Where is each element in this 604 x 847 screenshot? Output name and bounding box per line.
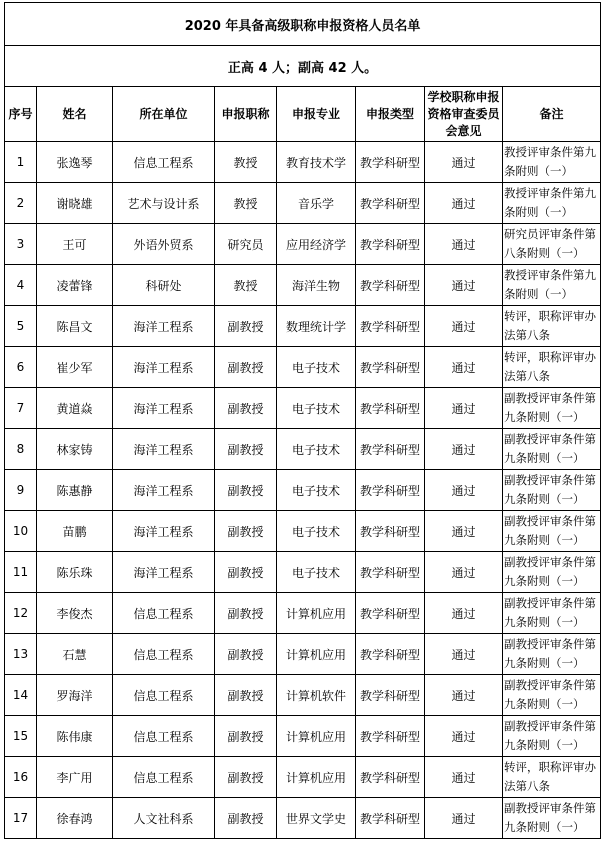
- cell-opinion: 通过: [425, 798, 503, 839]
- cell-type: 教学科研型: [356, 798, 425, 839]
- cell-no: 8: [5, 429, 37, 470]
- cell-name: 李俊杰: [37, 593, 113, 634]
- cell-title: 副教授: [215, 552, 277, 593]
- cell-no: 2: [5, 183, 37, 224]
- cell-no: 11: [5, 552, 37, 593]
- cell-opinion: 通过: [425, 716, 503, 757]
- cell-opinion: 通过: [425, 142, 503, 183]
- table-row: [5, 429, 601, 470]
- cell-opinion: 通过: [425, 552, 503, 593]
- cell-title: 教授: [215, 265, 277, 306]
- cell-opinion: 通过: [425, 593, 503, 634]
- quota-summary: 正高 4 人；副高 42 人。: [5, 46, 601, 87]
- cell-remark: 副教授评审条件第九条附则（一）: [503, 470, 601, 511]
- cell-major: 计算机应用: [277, 593, 356, 634]
- cell-type: 教学科研型: [356, 429, 425, 470]
- column-header-type: 申报类型: [356, 87, 425, 142]
- cell-name: 谢晓雄: [37, 183, 113, 224]
- cell-opinion: 通过: [425, 224, 503, 265]
- cell-major: 电子技术: [277, 470, 356, 511]
- cell-opinion: 通过: [425, 634, 503, 675]
- cell-no: 9: [5, 470, 37, 511]
- cell-name: 崔少军: [37, 347, 113, 388]
- cell-unit: 信息工程系: [113, 675, 215, 716]
- cell-opinion: 通过: [425, 388, 503, 429]
- cell-type: 教学科研型: [356, 675, 425, 716]
- cell-unit: 海洋工程系: [113, 306, 215, 347]
- cell-opinion: 通过: [425, 470, 503, 511]
- cell-remark: 转评，职称评审办法第八条: [503, 347, 601, 388]
- table-row: [5, 716, 601, 757]
- cell-unit: 人文社科系: [113, 798, 215, 839]
- table-header-row: [5, 87, 601, 142]
- cell-remark: 副教授评审条件第九条附则（一）: [503, 552, 601, 593]
- cell-type: 教学科研型: [356, 224, 425, 265]
- cell-opinion: 通过: [425, 675, 503, 716]
- cell-type: 教学科研型: [356, 511, 425, 552]
- cell-unit: 信息工程系: [113, 593, 215, 634]
- cell-major: 电子技术: [277, 388, 356, 429]
- cell-major: 电子技术: [277, 347, 356, 388]
- cell-remark: 副教授评审条件第九条附则（一）: [503, 593, 601, 634]
- cell-opinion: 通过: [425, 265, 503, 306]
- table-row: [5, 675, 601, 716]
- cell-name: 罗海洋: [37, 675, 113, 716]
- cell-name: 林家铸: [37, 429, 113, 470]
- cell-major: 电子技术: [277, 429, 356, 470]
- table-row: [5, 552, 601, 593]
- cell-unit: 信息工程系: [113, 634, 215, 675]
- cell-remark: 副教授评审条件第九条附则（一）: [503, 388, 601, 429]
- cell-no: 6: [5, 347, 37, 388]
- cell-unit: 海洋工程系: [113, 470, 215, 511]
- cell-title: 副教授: [215, 675, 277, 716]
- cell-type: 教学科研型: [356, 388, 425, 429]
- cell-title: 副教授: [215, 634, 277, 675]
- cell-no: 17: [5, 798, 37, 839]
- cell-major: 海洋生物: [277, 265, 356, 306]
- cell-no: 3: [5, 224, 37, 265]
- qualification-table: [4, 2, 601, 839]
- cell-major: 计算机应用: [277, 716, 356, 757]
- cell-title: 副教授: [215, 716, 277, 757]
- cell-remark: 副教授评审条件第九条附则（一）: [503, 429, 601, 470]
- cell-remark: 研究员评审条件第八条附则（一）: [503, 224, 601, 265]
- cell-no: 1: [5, 142, 37, 183]
- cell-no: 12: [5, 593, 37, 634]
- cell-unit: 海洋工程系: [113, 511, 215, 552]
- cell-name: 陈昌文: [37, 306, 113, 347]
- column-header-title: 申报职称: [215, 87, 277, 142]
- cell-opinion: 通过: [425, 511, 503, 552]
- table-row: [5, 265, 601, 306]
- table-row: [5, 347, 601, 388]
- cell-name: 黄道焱: [37, 388, 113, 429]
- column-header-opinion-label: 学校职称申报资格审查委员会意见: [427, 89, 500, 138]
- cell-name: 陈伟康: [37, 716, 113, 757]
- table-row: [5, 306, 601, 347]
- cell-remark: 副教授评审条件第九条附则（一）: [503, 634, 601, 675]
- cell-no: 13: [5, 634, 37, 675]
- cell-type: 教学科研型: [356, 183, 425, 224]
- table-row: [5, 634, 601, 675]
- cell-title: 副教授: [215, 593, 277, 634]
- cell-unit: 信息工程系: [113, 757, 215, 798]
- cell-name: 陈惠静: [37, 470, 113, 511]
- cell-name: 张逸琴: [37, 142, 113, 183]
- column-header-unit: 所在单位: [113, 87, 215, 142]
- cell-title: 副教授: [215, 388, 277, 429]
- cell-type: 教学科研型: [356, 265, 425, 306]
- document-title: 2020 年具备高级职称申报资格人员名单: [5, 3, 601, 46]
- table-row: [5, 224, 601, 265]
- cell-type: 教学科研型: [356, 634, 425, 675]
- column-header-major: 申报专业: [277, 87, 356, 142]
- cell-no: 15: [5, 716, 37, 757]
- table-row: [5, 388, 601, 429]
- cell-opinion: 通过: [425, 429, 503, 470]
- table-row: [5, 757, 601, 798]
- cell-major: 世界文学史: [277, 798, 356, 839]
- cell-opinion: 通过: [425, 757, 503, 798]
- cell-name: 石慧: [37, 634, 113, 675]
- cell-remark: 副教授评审条件第九条附则（一）: [503, 798, 601, 839]
- cell-major: 教育技术学: [277, 142, 356, 183]
- cell-major: 计算机应用: [277, 634, 356, 675]
- cell-title: 教授: [215, 183, 277, 224]
- cell-remark: 副教授评审条件第九条附则（一）: [503, 716, 601, 757]
- cell-remark: 教授评审条件第九条附则（一）: [503, 183, 601, 224]
- cell-unit: 信息工程系: [113, 716, 215, 757]
- cell-remark: 副教授评审条件第九条附则（一）: [503, 511, 601, 552]
- cell-no: 10: [5, 511, 37, 552]
- cell-major: 数理统计学: [277, 306, 356, 347]
- cell-opinion: 通过: [425, 183, 503, 224]
- cell-major: 计算机应用: [277, 757, 356, 798]
- cell-unit: 海洋工程系: [113, 552, 215, 593]
- table-row: [5, 142, 601, 183]
- cell-remark: 教授评审条件第九条附则（一）: [503, 265, 601, 306]
- column-header-name: 姓名: [37, 87, 113, 142]
- cell-major: 电子技术: [277, 552, 356, 593]
- cell-title: 教授: [215, 142, 277, 183]
- cell-opinion: 通过: [425, 347, 503, 388]
- column-header-remark: 备注: [503, 87, 601, 142]
- cell-major: 电子技术: [277, 511, 356, 552]
- table-row: [5, 593, 601, 634]
- cell-unit: 海洋工程系: [113, 347, 215, 388]
- cell-title: 副教授: [215, 347, 277, 388]
- cell-name: 凌蕾锋: [37, 265, 113, 306]
- table-row: [5, 798, 601, 839]
- cell-title: 研究员: [215, 224, 277, 265]
- cell-title: 副教授: [215, 306, 277, 347]
- cell-title: 副教授: [215, 757, 277, 798]
- cell-no: 7: [5, 388, 37, 429]
- cell-type: 教学科研型: [356, 306, 425, 347]
- table-row: [5, 183, 601, 224]
- cell-major: 应用经济学: [277, 224, 356, 265]
- cell-unit: 海洋工程系: [113, 388, 215, 429]
- column-header-no: 序号: [5, 87, 37, 142]
- cell-name: 陈乐珠: [37, 552, 113, 593]
- cell-no: 4: [5, 265, 37, 306]
- cell-unit: 海洋工程系: [113, 429, 215, 470]
- cell-no: 5: [5, 306, 37, 347]
- cell-type: 教学科研型: [356, 142, 425, 183]
- cell-opinion: 通过: [425, 306, 503, 347]
- cell-type: 教学科研型: [356, 757, 425, 798]
- cell-remark: 转评，职称评审办法第八条: [503, 306, 601, 347]
- cell-type: 教学科研型: [356, 593, 425, 634]
- cell-unit: 外语外贸系: [113, 224, 215, 265]
- column-header-opinion: [425, 87, 503, 142]
- table-row: [5, 470, 601, 511]
- cell-unit: 艺术与设计系: [113, 183, 215, 224]
- cell-remark: 教授评审条件第九条附则（一）: [503, 142, 601, 183]
- cell-type: 教学科研型: [356, 716, 425, 757]
- table-row: [5, 511, 601, 552]
- cell-name: 王可: [37, 224, 113, 265]
- cell-name: 李广用: [37, 757, 113, 798]
- cell-unit: 科研处: [113, 265, 215, 306]
- cell-name: 徐春鸿: [37, 798, 113, 839]
- cell-type: 教学科研型: [356, 470, 425, 511]
- cell-unit: 信息工程系: [113, 142, 215, 183]
- cell-name: 苗鹏: [37, 511, 113, 552]
- cell-remark: 副教授评审条件第九条附则（一）: [503, 675, 601, 716]
- cell-title: 副教授: [215, 511, 277, 552]
- cell-title: 副教授: [215, 429, 277, 470]
- cell-no: 16: [5, 757, 37, 798]
- cell-type: 教学科研型: [356, 552, 425, 593]
- cell-title: 副教授: [215, 470, 277, 511]
- cell-remark: 转评，职称评审办法第八条: [503, 757, 601, 798]
- cell-type: 教学科研型: [356, 347, 425, 388]
- cell-title: 副教授: [215, 798, 277, 839]
- cell-no: 14: [5, 675, 37, 716]
- cell-major: 音乐学: [277, 183, 356, 224]
- cell-major: 计算机软件: [277, 675, 356, 716]
